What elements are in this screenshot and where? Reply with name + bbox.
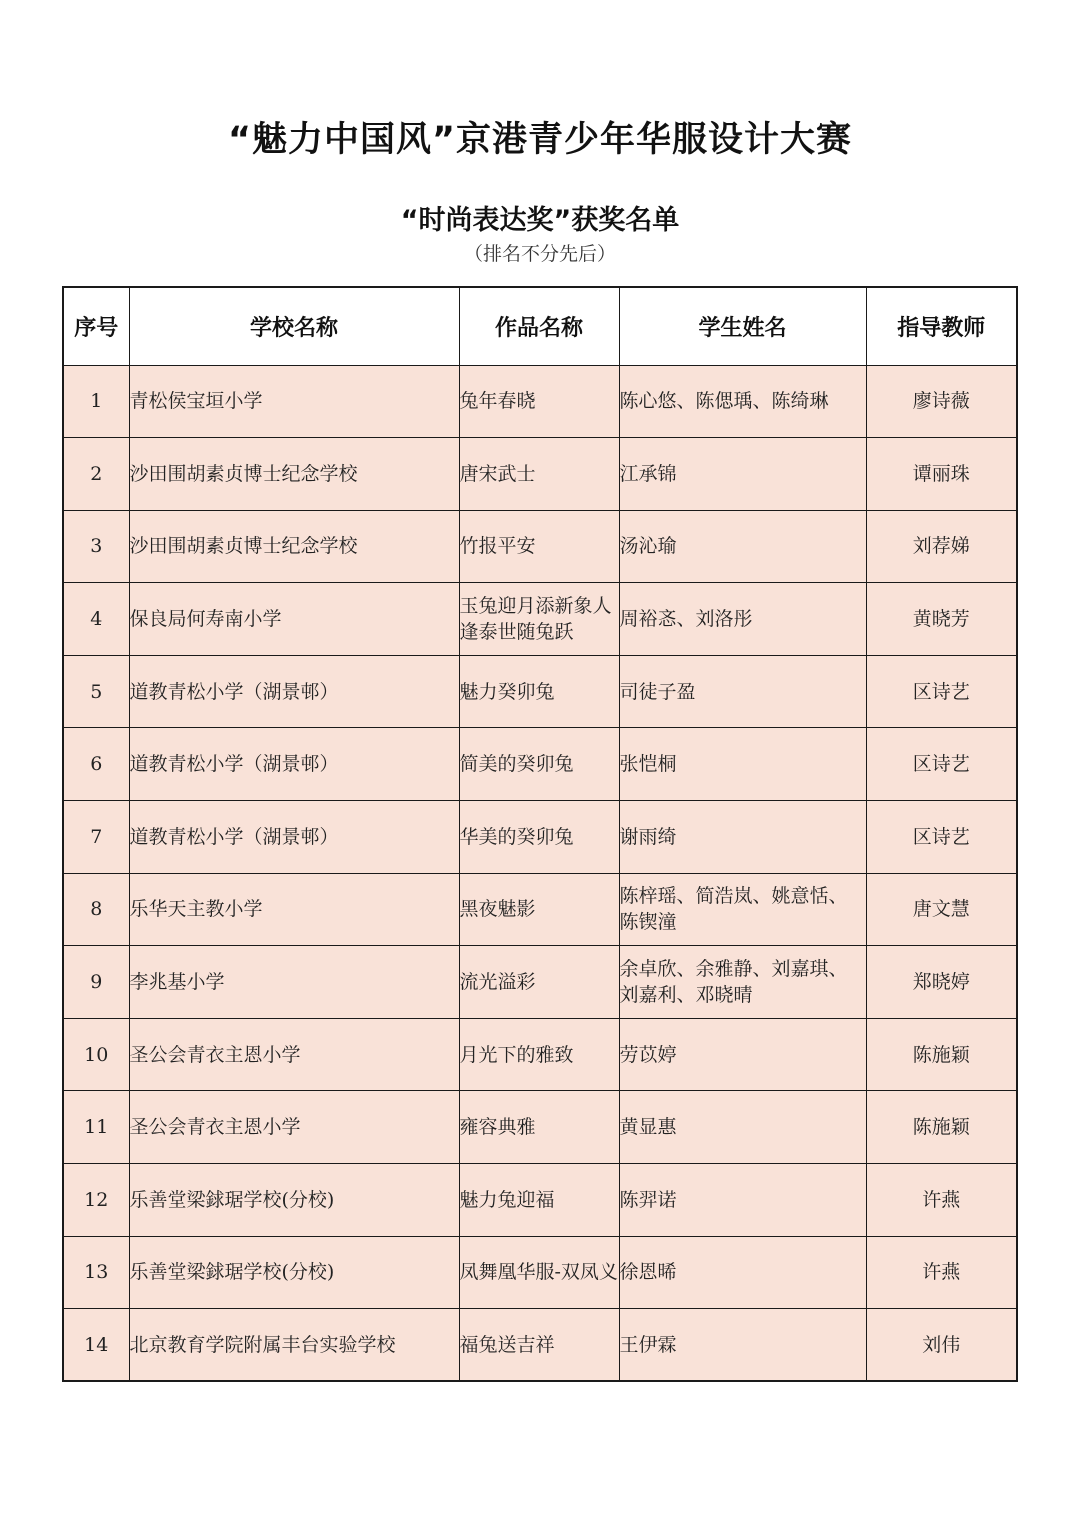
cell-teacher: 廖诗薇 [866, 365, 1017, 438]
cell-number: 3 [63, 510, 129, 583]
cell-teacher: 区诗艺 [866, 801, 1017, 874]
cell-teacher: 许燕 [866, 1236, 1017, 1309]
table-row [63, 946, 1017, 1019]
cell-teacher: 陈施颖 [866, 1091, 1017, 1164]
cell-teacher: 刘荐娣 [866, 510, 1017, 583]
cell-work: 凤舞凰华服-双凤义 [459, 1236, 619, 1309]
header-number: 序号 [63, 287, 129, 365]
table-row [63, 1091, 1017, 1164]
table-row [63, 1236, 1017, 1309]
cell-school: 圣公会青衣主恩小学 [129, 1091, 459, 1164]
cell-number: 2 [63, 438, 129, 511]
cell-students: 王伊霖 [619, 1309, 866, 1382]
cell-work: 流光溢彩 [459, 946, 619, 1019]
cell-school: 保良局何寿南小学 [129, 583, 459, 656]
cell-number: 4 [63, 583, 129, 656]
ranking-note: （排名不分先后） [463, 243, 616, 265]
cell-teacher: 唐文慧 [866, 873, 1017, 946]
cell-work: 华美的癸卯兔 [459, 801, 619, 874]
cell-school: 沙田围胡素贞博士纪念学校 [129, 438, 459, 511]
cell-school: 李兆基小学 [129, 946, 459, 1019]
cell-students: 黄显惠 [619, 1091, 866, 1164]
cell-teacher: 郑晓婷 [866, 946, 1017, 1019]
cell-school: 沙田围胡素贞博士纪念学校 [129, 510, 459, 583]
header-students: 学生姓名 [619, 287, 866, 365]
cell-teacher: 区诗艺 [866, 728, 1017, 801]
cell-school: 圣公会青衣主恩小学 [129, 1018, 459, 1091]
cell-school: 乐华天主教小学 [129, 873, 459, 946]
cell-number: 8 [63, 873, 129, 946]
cell-students: 徐恩晞 [619, 1236, 866, 1309]
cell-school: 北京教育学院附属丰台实验学校 [129, 1309, 459, 1382]
header-teacher: 指导教师 [866, 287, 1017, 365]
cell-work: 魅力癸卯兔 [459, 655, 619, 728]
cell-work: 简美的癸卯兔 [459, 728, 619, 801]
cell-school: 乐善堂梁銶琚学校(分校) [129, 1236, 459, 1309]
cell-number: 12 [63, 1164, 129, 1237]
table-row [63, 728, 1017, 801]
cell-number: 1 [63, 365, 129, 438]
cell-students: 周裕忞、刘洛彤 [619, 583, 866, 656]
cell-school: 道教青松小学（湖景邨） [129, 728, 459, 801]
table-row [63, 1309, 1017, 1382]
cell-work: 黑夜魅影 [459, 873, 619, 946]
cell-number: 10 [63, 1018, 129, 1091]
cell-teacher: 谭丽珠 [866, 438, 1017, 511]
cell-students: 陈心悠、陈偲瑀、陈绮琳 [619, 365, 866, 438]
cell-students: 汤沁瑜 [619, 510, 866, 583]
cell-students: 司徒子盈 [619, 655, 866, 728]
header-work: 作品名称 [459, 287, 619, 365]
cell-students: 张恺桐 [619, 728, 866, 801]
cell-number: 5 [63, 655, 129, 728]
cell-students: 劳苡婷 [619, 1018, 866, 1091]
cell-work: 雍容典雅 [459, 1091, 619, 1164]
document-subtitle: “时尚表达奖”获奖名单 [400, 205, 680, 236]
cell-school: 道教青松小学（湖景邨） [129, 655, 459, 728]
cell-number: 6 [63, 728, 129, 801]
cell-work: 唐宋武士 [459, 438, 619, 511]
cell-school: 乐善堂梁銶琚学校(分校) [129, 1164, 459, 1237]
cell-teacher: 陈施颖 [866, 1018, 1017, 1091]
cell-work: 福兔送吉祥 [459, 1309, 619, 1382]
cell-number: 13 [63, 1236, 129, 1309]
cell-school: 道教青松小学（湖景邨） [129, 801, 459, 874]
table-row [63, 365, 1017, 438]
cell-work: 玉兔迎月添新象人逢泰世随兔跃 [459, 583, 619, 656]
cell-teacher: 刘伟 [866, 1309, 1017, 1382]
document-title: “魅力中国风”京港青少年华服设计大赛 [227, 120, 852, 160]
cell-teacher: 黄晓芳 [866, 583, 1017, 656]
table-row [63, 583, 1017, 656]
table-row [63, 655, 1017, 728]
cell-work: 竹报平安 [459, 510, 619, 583]
cell-students: 谢雨绮 [619, 801, 866, 874]
table-row [63, 438, 1017, 511]
table-row [63, 1018, 1017, 1091]
table-row [63, 801, 1017, 874]
cell-students: 余卓欣、余雅静、刘嘉琪、刘嘉利、邓晓晴 [619, 946, 866, 1019]
cell-number: 7 [63, 801, 129, 874]
awards-table [62, 286, 1018, 1382]
table-row [63, 873, 1017, 946]
table-row [63, 1164, 1017, 1237]
cell-work: 月光下的雅致 [459, 1018, 619, 1091]
table-header-row [63, 287, 1017, 365]
table-row [63, 510, 1017, 583]
cell-school: 青松侯宝垣小学 [129, 365, 459, 438]
cell-teacher: 区诗艺 [866, 655, 1017, 728]
cell-work: 魅力兔迎福 [459, 1164, 619, 1237]
cell-students: 陈梓瑶、简浩岚、姚意恬、陈锲潼 [619, 873, 866, 946]
header-school: 学校名称 [129, 287, 459, 365]
cell-number: 14 [63, 1309, 129, 1382]
cell-teacher: 许燕 [866, 1164, 1017, 1237]
cell-number: 9 [63, 946, 129, 1019]
cell-work: 兔年春晓 [459, 365, 619, 438]
cell-students: 陈羿诺 [619, 1164, 866, 1237]
cell-number: 11 [63, 1091, 129, 1164]
cell-students: 江承锦 [619, 438, 866, 511]
